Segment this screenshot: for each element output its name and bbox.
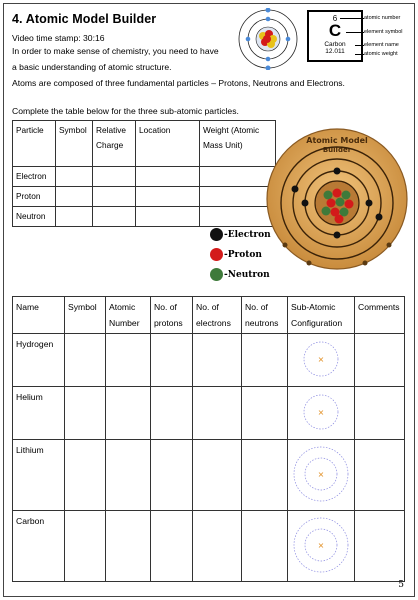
answer-cell[interactable]: [65, 387, 106, 440]
answer-cell[interactable]: [355, 387, 405, 440]
header-atomic-number: Atomic Number: [106, 297, 151, 334]
answer-cell[interactable]: [355, 440, 405, 511]
answer-cell[interactable]: [56, 187, 93, 207]
header-protons: No. of protons: [151, 297, 193, 334]
callout-arrow: [355, 45, 364, 46]
answer-cell[interactable]: [136, 187, 200, 207]
callout-arrow: [340, 18, 364, 19]
configuration-cell[interactable]: [288, 387, 355, 440]
configuration-cell[interactable]: [288, 334, 355, 387]
answer-cell[interactable]: [106, 511, 151, 582]
legend-proton: [210, 248, 262, 261]
answer-cell[interactable]: [56, 167, 93, 187]
board-title-line-1: Atomic Model: [306, 136, 368, 145]
shell-diagram: [301, 339, 341, 379]
legend-neutron: [210, 268, 270, 281]
header-name: Name: [13, 297, 65, 334]
answer-cell[interactable]: [106, 440, 151, 511]
svg-text:×: ×: [317, 408, 325, 417]
video-timestamp: Video time stamp: 30:16: [12, 33, 105, 43]
header-comments: Comments: [355, 297, 405, 334]
answer-cell[interactable]: [242, 334, 288, 387]
header-symbol: Symbol: [65, 297, 106, 334]
element-name: Carbon: [324, 41, 346, 48]
shell-diagram: [301, 392, 341, 432]
answer-cell[interactable]: [193, 440, 242, 511]
callout-element-symbol: element symbol: [364, 29, 403, 35]
answer-cell[interactable]: [136, 167, 200, 187]
row-label-lithium: Lithium: [13, 440, 65, 511]
callout-atomic-number: atomic number: [364, 15, 401, 21]
table-instruction: Complete the table below for the three sub-atomic particles.: [12, 106, 239, 116]
legend-proton-label: -Proton: [224, 249, 262, 260]
legend-neutron-label: -Neutron: [224, 269, 270, 280]
legend-electron-label: -Electron: [224, 229, 271, 240]
intro-line-2: a basic understanding of atomic structure.: [12, 62, 172, 72]
header-electrons: No. of electrons: [193, 297, 242, 334]
svg-text:×: ×: [317, 541, 325, 550]
intro-line-3: Atoms are composed of three fundamental particles – Protons, Neutrons and Electrons.: [12, 78, 345, 88]
proton-dot-icon: [210, 248, 223, 261]
callout-arrow: [346, 32, 364, 33]
row-label-carbon: Carbon: [13, 511, 65, 582]
answer-cell[interactable]: [242, 440, 288, 511]
svg-text:×: ×: [317, 355, 325, 364]
page-number: 5: [398, 580, 404, 590]
row-label-hydrogen: Hydrogen: [13, 334, 65, 387]
answer-cell[interactable]: [151, 334, 193, 387]
answer-cell[interactable]: [93, 167, 136, 187]
element-symbol: C: [328, 21, 342, 40]
header-configuration: Sub-Atomic Configuration: [288, 297, 355, 334]
answer-cell[interactable]: [151, 440, 193, 511]
answer-cell[interactable]: [56, 207, 93, 227]
row-label-helium: Helium: [13, 387, 65, 440]
answer-cell[interactable]: [193, 387, 242, 440]
atom-diagram-small: [237, 8, 299, 70]
configuration-cell[interactable]: [288, 511, 355, 582]
header-particle: Particle: [13, 121, 56, 167]
header-location: Location: [136, 121, 200, 167]
header-symbol: Symbol: [56, 121, 93, 167]
answer-cell[interactable]: [65, 440, 106, 511]
board-title-line-2: Builder: [322, 146, 352, 154]
answer-cell[interactable]: [136, 207, 200, 227]
row-label-electron: Electron: [13, 167, 56, 187]
atomic-weight: 12.011: [325, 48, 345, 55]
electron-dot-icon: [210, 228, 223, 241]
configuration-cell[interactable]: [288, 440, 355, 511]
shell-diagram: [292, 445, 350, 503]
answer-cell[interactable]: [355, 511, 405, 582]
answer-cell[interactable]: [151, 511, 193, 582]
particle-table: [12, 120, 276, 227]
header-relative-charge: Relative Charge: [93, 121, 136, 167]
callout-arrow: [355, 54, 364, 55]
answer-cell[interactable]: [65, 334, 106, 387]
page-title: 4. Atomic Model Builder: [12, 12, 157, 26]
intro-line-1: In order to make sense of chemistry, you need to have: [12, 46, 219, 56]
row-label-proton: Proton: [13, 187, 56, 207]
answer-cell[interactable]: [106, 387, 151, 440]
callout-atomic-weight: atomic weight: [364, 51, 398, 57]
answer-cell[interactable]: [151, 387, 193, 440]
header-weight: Weight (Atomic Mass Unit): [200, 121, 276, 167]
callout-element-name: element name: [364, 42, 399, 48]
atomic-model-builder-board: [265, 125, 410, 270]
answer-cell[interactable]: [193, 511, 242, 582]
answer-cell[interactable]: [242, 387, 288, 440]
answer-cell[interactable]: [106, 334, 151, 387]
answer-cell[interactable]: [93, 187, 136, 207]
row-label-neutron: Neutron: [13, 207, 56, 227]
answer-cell[interactable]: [65, 511, 106, 582]
element-table: [12, 296, 405, 582]
svg-text:×: ×: [317, 470, 325, 479]
atomic-number: 6: [332, 14, 338, 23]
answer-cell[interactable]: [193, 334, 242, 387]
neutron-dot-icon: [210, 268, 223, 281]
legend-electron: [210, 228, 271, 241]
answer-cell[interactable]: [93, 207, 136, 227]
header-neutrons: No. of neutrons: [242, 297, 288, 334]
answer-cell[interactable]: [355, 334, 405, 387]
shell-diagram: [292, 516, 350, 574]
answer-cell[interactable]: [242, 511, 288, 582]
